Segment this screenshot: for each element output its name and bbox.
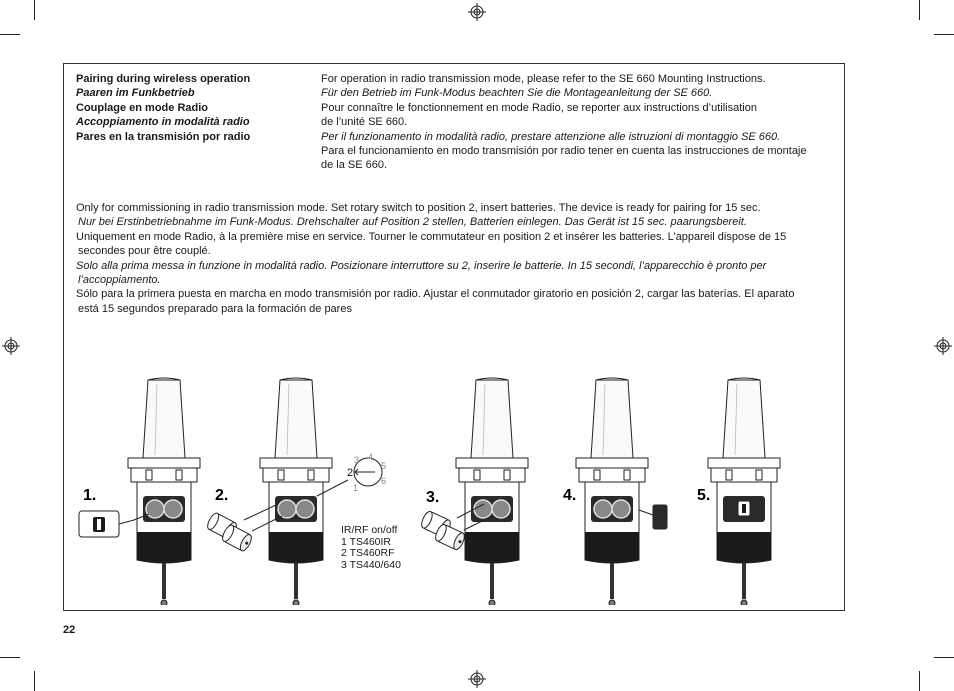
cover-cap (639, 505, 667, 529)
desc-en: For operation in radio transmission mode, please refer to the SE 660 Mounting Instructions. (321, 73, 766, 85)
switch-pointer-label: 2 (347, 467, 354, 479)
step-label-2: 2. (215, 487, 229, 504)
label-es: Pares en la transmisión por radio (76, 130, 251, 143)
registration-mark-icon (2, 337, 20, 355)
desc-es-1: Para el funcionamiento en modo transmisión por radio tener en cuenta las instrucciones de montaje (321, 145, 807, 158)
legend-header: IR/RF on/off (341, 524, 398, 536)
crop-mark (934, 34, 954, 35)
section-labels (76, 72, 250, 144)
switch-pos-1: 1 (353, 483, 359, 493)
desc-fr-2: de l’unité SE 660. (321, 116, 408, 129)
instr-es-2: está 15 segundos preparado para la formación de pares (78, 302, 352, 315)
probe-step-1 (128, 378, 200, 605)
label-de: Paaren im Funkbetrieb (76, 87, 195, 100)
label-en: Pairing during wireless operation (76, 73, 251, 85)
legend-row: 2 TS460RF (341, 547, 395, 559)
desc-fr-1: Pour connaître le fonctionnement en mode Radio, se reporter aux instructions d’utilisation (321, 101, 757, 114)
label-it: Accoppiamento in modalità radio (76, 116, 250, 129)
switch-pos-5: 5 (381, 461, 387, 471)
step-label-3: 3. (426, 489, 440, 506)
probe-step-2 (260, 378, 332, 605)
crop-mark (919, 671, 920, 691)
pairing-illustration (64, 360, 844, 605)
desc-de: Für den Betrieb im Funk-Modus beachten Sie die Montageanleitung der SE 660. (321, 87, 713, 100)
desc-it: Per il funzionamento in modalità radio, prestare attenzione alle istruzioni di montaggio SE 660. (321, 130, 781, 143)
switch-pos-3: 3 (354, 455, 360, 465)
switch-legend (341, 525, 401, 571)
instr-it-1: Solo alla prima messa in funzione in modalità radio. Posizionare interruttore su 2, inserire le batterie. In 15 secondi, l’apparecchio è pronto per (76, 259, 767, 272)
label-fr: Couplage en mode Radio (76, 101, 209, 114)
desc-es-2: de la SE 660. (321, 159, 388, 172)
step-label-4: 4. (563, 487, 577, 504)
crop-mark (934, 657, 954, 658)
registration-mark-icon (934, 337, 952, 355)
switch-pos-4: 4 (368, 452, 374, 462)
page-number: 22 (63, 624, 76, 636)
instr-en: Only for commissioning in radio transmission mode. Set rotary switch to position 2, insert batteries. The device is ready for pairing for 15 sec. (76, 202, 761, 214)
crop-mark (34, 671, 35, 691)
rotary-switch (347, 452, 386, 493)
instr-fr-2: secondes pour être couplé. (78, 245, 211, 258)
registration-mark-icon (468, 670, 486, 688)
crop-mark (0, 657, 20, 658)
step-label-1: 1. (83, 487, 97, 504)
instructions (76, 201, 821, 316)
switch-pos-6: 6 (381, 476, 387, 486)
probe-step-3 (456, 378, 528, 605)
probe-step-5 (708, 378, 780, 605)
probe-step-4 (576, 378, 648, 605)
instr-it-2: l’accoppiamento. (78, 274, 161, 287)
instr-es-1: Sólo para la primera puesta en marcha en modo transmisión por radio. Ajustar el conmutador giratorio en posición 2, cargar las baterías. El aparato (76, 288, 795, 301)
registration-mark-icon (468, 3, 486, 21)
section-description (321, 72, 833, 173)
crop-mark (0, 34, 20, 35)
crop-mark (34, 0, 35, 20)
legend-row: 1 TS460IR (341, 535, 392, 548)
instr-fr-1: Uniquement en mode Radio, à la première mise en service. Tourner le commutateur en position 2 et insérer les batteries. L’appareil dispose de 15 (76, 230, 787, 243)
step-label-5: 5. (697, 487, 711, 504)
instr-de: Nur bei Erstinbetriebnahme im Funk-Modus. Drehschalter auf Position 2 stellen, Batterien einlegen. Das Gerät ist 15 sec. paarungsbereit. (78, 216, 747, 229)
legend-row: 3 TS440/640 (341, 558, 401, 571)
crop-mark (919, 0, 920, 20)
